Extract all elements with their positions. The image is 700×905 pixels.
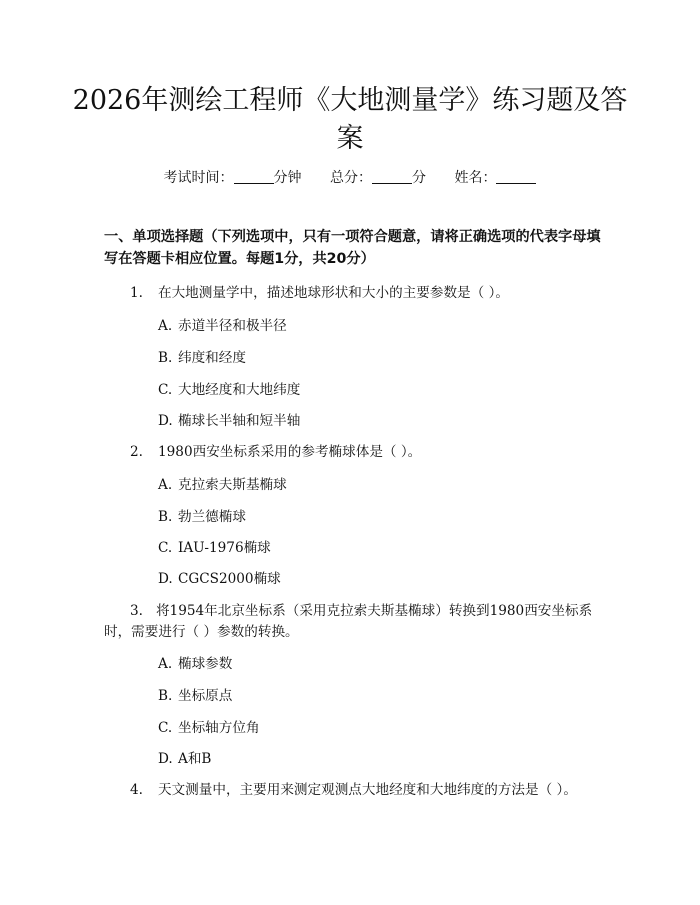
option-text: 勃兰德椭球: [178, 509, 246, 525]
option-text: 椭球参数: [178, 656, 233, 672]
option-2a: [158, 475, 287, 495]
option-text: A和B: [178, 751, 212, 767]
option-2c: [158, 538, 271, 558]
option-letter: D.: [158, 571, 173, 587]
page-title: 2026年测绘工程师《大地测量学》练习题及答案: [72, 85, 628, 154]
question-text: 天文测量中，主要用来测定观测点大地经度和大地纬度的方法是（ ）。: [158, 782, 577, 798]
option-1d: [158, 411, 300, 431]
option-text: 大地经度和大地纬度: [178, 382, 301, 398]
option-letter: A.: [158, 656, 173, 672]
option-letter: B.: [158, 688, 173, 704]
name-field: [454, 170, 536, 186]
option-3a: [158, 654, 232, 674]
section-heading: 一、单项选择题（下列选项中，只有一项符合题意，请将正确选项的代表字母填写在答题卡相应位置。每题1分，共20分）: [104, 229, 601, 267]
question-text: 在大地测量学中，描述地球形状和大小的主要参数是（ ）。: [158, 285, 509, 301]
option-3b: [158, 686, 232, 706]
exam-time-field: [164, 170, 302, 186]
option-text: 赤道半径和极半径: [178, 318, 287, 334]
option-letter: C.: [158, 382, 173, 398]
option-text: CGCS2000椭球: [178, 571, 281, 587]
question-text: 1980西安坐标系采用的参考椭球体是（ ）。: [158, 444, 422, 460]
exam-time-unit: 分钟: [273, 170, 302, 186]
option-1a: [158, 316, 287, 336]
option-2d: [158, 569, 281, 589]
question-2: [130, 442, 610, 463]
question-3: [104, 601, 600, 643]
option-letter: D.: [158, 751, 173, 767]
option-letter: B.: [158, 350, 173, 366]
option-letter: B.: [158, 509, 173, 525]
option-text: 纬度和经度: [178, 350, 246, 366]
total-score-blank: [372, 169, 412, 184]
question-text-row: [104, 601, 600, 643]
option-text: 椭球长半轴和短半轴: [178, 413, 301, 429]
option-text: 坐标轴方位角: [178, 720, 260, 736]
exam-time-label: 考试时间：: [163, 170, 234, 186]
question-1: [130, 283, 610, 304]
question-number: 1.: [130, 285, 143, 301]
option-text: 坐标原点: [178, 688, 233, 704]
total-score-label: 总分：: [330, 170, 372, 186]
question-text: 将1954年北京坐标系（采用克拉索夫斯基椭球）转换到1980西安坐标系时，需要进行（ ）参数的转换。: [104, 603, 593, 640]
option-2b: [158, 507, 246, 527]
total-score-field: [330, 170, 426, 186]
option-letter: C.: [158, 540, 173, 556]
option-letter: A.: [158, 477, 173, 493]
option-letter: D.: [158, 413, 173, 429]
option-text: IAU-1976椭球: [178, 540, 271, 556]
name-blank: [496, 169, 536, 184]
question-4: [130, 780, 610, 801]
option-3c: [158, 718, 260, 738]
question-number: 4.: [130, 782, 143, 798]
option-letter: C.: [158, 720, 173, 736]
question-number: 2.: [130, 444, 143, 460]
option-3d: [158, 749, 211, 769]
option-1c: [158, 380, 300, 400]
option-letter: A.: [158, 318, 173, 334]
option-1b: [158, 348, 246, 368]
exam-time-blank: [234, 169, 274, 184]
name-label: 姓名：: [454, 170, 497, 186]
exam-info-line: [0, 168, 700, 188]
option-text: 克拉索夫斯基椭球: [178, 477, 287, 493]
question-number: 3.: [130, 603, 143, 619]
total-score-unit: 分: [412, 170, 426, 186]
